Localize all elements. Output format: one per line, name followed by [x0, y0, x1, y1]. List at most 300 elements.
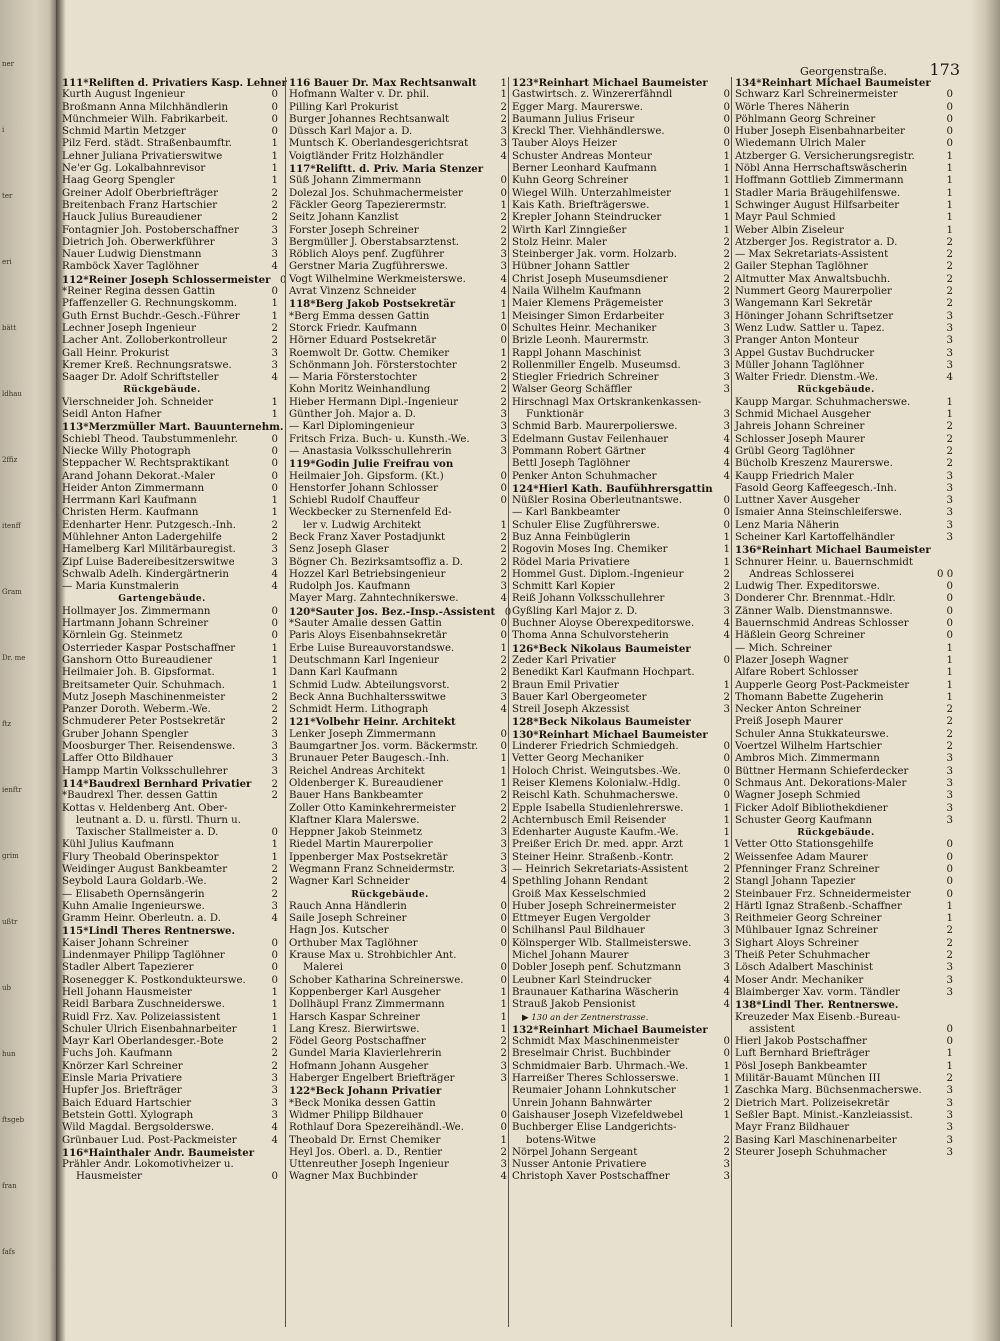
floor-number: 2	[500, 531, 507, 543]
floor-number: 3	[723, 322, 730, 334]
floor-number: 0	[271, 126, 278, 138]
entry-text: Altmutter Max Anwaltsbuchh.	[735, 273, 891, 285]
entry-text: Hamelberg Karl Militärbauregist.	[62, 544, 236, 556]
entry-text: Preißer Erich Dr. med. appr. Arzt	[512, 839, 684, 851]
entry-text: botens-Witwe	[526, 1134, 596, 1146]
floor-number: 0	[500, 913, 507, 925]
floor-number: 1	[271, 298, 278, 310]
floor-number: 1	[271, 396, 278, 408]
entry-text: Muntsch K. Oberlandesgerichtsrat	[289, 138, 469, 150]
entry-text: Nörpel Johann Sergeant	[512, 1146, 638, 1158]
floor-number: 1	[946, 900, 953, 912]
directory-entry	[512, 593, 730, 605]
floor-number: 0	[500, 937, 507, 949]
floor-number: 1	[723, 1073, 730, 1085]
floor-number: 0	[271, 950, 278, 962]
directory-entry	[512, 151, 730, 163]
directory-entry	[735, 175, 953, 187]
entry-text: Theiß Peter Schuhmacher	[735, 950, 870, 962]
directory-entry	[289, 409, 507, 421]
floor-number: 1	[271, 667, 278, 679]
entry-text: Laffer Otto Bildhauer	[62, 753, 173, 765]
floor-number: 1	[946, 150, 953, 162]
floor-number: 2	[500, 396, 507, 408]
floor-number: 3	[500, 1073, 507, 1085]
entry-text: Storck Friedr. Kaufmann	[289, 322, 418, 334]
floor-number: 2	[946, 925, 953, 937]
entry-text: Thomann Babette Zugeherin	[735, 691, 884, 703]
entry-text: Harreißer Theres Schlosserswe.	[512, 1073, 679, 1085]
entry-text: 122*Beck Johann Privatier	[289, 1085, 442, 1098]
floor-number: 3	[946, 753, 953, 765]
entry-text: Födel Georg Postschaffner	[289, 1036, 426, 1048]
entry-text: Seitz Johann Kanzlist	[289, 212, 399, 224]
entry-text: Steurer Joseph Schuhmacher	[735, 1146, 887, 1158]
entry-text: Fontagnier Joh. Postoberschaffner	[62, 224, 239, 236]
floor-number: 3	[271, 900, 278, 912]
entry-text: Guth Ernst Buchdr.-Gesch.-Führer	[62, 310, 240, 322]
floor-number: 3	[946, 974, 953, 986]
entry-text: Dobler Joseph penf. Schutzmann	[512, 962, 682, 974]
floor-number: 1	[946, 1048, 953, 1060]
floor-number: 2	[723, 1134, 730, 1146]
directory-entry	[735, 655, 953, 667]
entry-text: Gartengebäude.	[118, 594, 206, 605]
directory-entry	[289, 667, 507, 679]
entry-text: Ettmeyer Eugen Vergolder	[512, 913, 651, 925]
entry-text: Müller Johann Taglöhner	[735, 359, 864, 371]
house-number-entry	[512, 483, 730, 495]
adjacent-page-fragment: fran	[2, 1182, 17, 1190]
floor-number: 2	[723, 864, 730, 875]
floor-number: 2	[271, 322, 278, 334]
adjacent-page-fragment: ldhau	[2, 390, 22, 398]
floor-number: 1	[271, 507, 278, 519]
entry-text: Hampp Martin Volksschullehrer	[62, 765, 228, 777]
floor-number: 2	[271, 1048, 278, 1060]
directory-entry	[289, 274, 507, 286]
entry-text: Erbe Luise Bureauvorstandswe.	[289, 642, 455, 654]
floor-number: 0	[500, 630, 507, 642]
entry-text: Christoph Xaver Postschaffner	[512, 1171, 670, 1183]
floor-number: 3	[946, 531, 953, 543]
floor-number: 4	[723, 470, 730, 482]
directory-entry	[289, 335, 507, 347]
floor-number: 1	[271, 986, 278, 998]
entry-text: Meisinger Simon Erdarbeiter	[512, 310, 664, 322]
directory-entry	[735, 852, 953, 864]
directory-entry	[512, 1061, 730, 1073]
entry-text: Süß Johann Zimmermann	[289, 175, 422, 187]
floor-number: 0	[500, 618, 507, 630]
floor-number: 3	[723, 347, 730, 359]
floor-number: 2	[271, 187, 278, 199]
directory-entry	[62, 114, 278, 126]
entry-text: Koppenberger Karl Ausgeher	[289, 986, 441, 998]
directory-entry	[512, 397, 730, 409]
entry-text: 118*Berg Jakob Postsekretär	[289, 298, 456, 311]
directory-entry	[735, 507, 953, 519]
entry-continuation	[62, 815, 278, 827]
directory-entry	[512, 581, 730, 593]
directory-entry	[735, 618, 953, 630]
directory-entry	[289, 138, 507, 150]
entry-text: Rappl Johann Maschinist	[512, 347, 642, 359]
entry-text: Kremer Kreß. Rechnungsratswe.	[62, 359, 232, 371]
floor-number: 0	[946, 851, 953, 863]
floor-number: 3	[946, 802, 953, 814]
directory-entry	[735, 925, 953, 937]
entry-text: Maier Klemens Prägemeister	[512, 298, 664, 310]
directory-entry	[735, 286, 953, 298]
directory-entry	[62, 286, 278, 298]
entry-text: Schiebl Rudolf Chauffeur	[289, 495, 420, 507]
entry-text: Rauch Anna Händlerin	[289, 900, 407, 912]
floor-number: 3	[723, 384, 730, 396]
directory-entry	[62, 999, 278, 1011]
floor-number: 0	[271, 1171, 278, 1183]
directory-entry	[735, 532, 953, 544]
floor-number: 2	[500, 236, 507, 248]
entry-text: Ramböck Xaver Taglöhner	[62, 261, 199, 273]
directory-entry	[512, 630, 730, 642]
directory-entry	[289, 741, 507, 753]
entry-text: Reiser Klemens Kolonialw.-Hdlg.	[512, 777, 681, 789]
directory-entry	[62, 1110, 278, 1122]
entry-text: Härtl Ignaz Straßenb.-Schaffner	[735, 900, 902, 912]
directory-entry	[512, 864, 730, 876]
floor-number: 0	[500, 1109, 507, 1121]
entry-text: Schmuderer Peter Postsekretär	[62, 716, 225, 728]
entry-text: Spethling Johann Rendant	[512, 876, 648, 888]
floor-number: 4	[271, 1122, 278, 1134]
entry-text: Beck Anna Buchhaltersswitwe	[289, 691, 446, 703]
adjacent-page-fragment: i	[2, 126, 5, 134]
floor-number: 2	[500, 814, 507, 826]
entry-text: — Elisabeth Opernsängerin	[62, 888, 205, 900]
floor-number: 2	[946, 937, 953, 949]
floor-number: 0	[946, 593, 953, 605]
entry-text: Harsch Kaspar Schreiner	[289, 1011, 421, 1023]
directory-entry	[62, 581, 278, 593]
floor-number: 2	[946, 704, 953, 716]
entry-text: 112*Reiner Joseph Schlossermeister	[62, 273, 271, 286]
directory-entry	[735, 987, 953, 999]
floor-number: 0	[946, 101, 953, 113]
floor-number: 0	[723, 790, 730, 802]
directory-entry	[512, 274, 730, 286]
entry-text: Stadler Albert Tapezierer	[62, 962, 194, 974]
directory-entry	[512, 102, 730, 114]
floor-number: 1	[271, 1011, 278, 1023]
floor-number: 1	[500, 299, 507, 311]
entry-text: Achternbusch Emil Reisender	[512, 814, 667, 826]
directory-entry	[512, 200, 730, 212]
adjacent-page-fragment: fafs	[2, 1248, 15, 1256]
entry-text: Pommann Robert Gärtner	[512, 445, 646, 457]
floor-number: 1	[723, 1060, 730, 1072]
floor-number: 1	[271, 409, 278, 421]
directory-entry	[289, 778, 507, 790]
entry-text: 117*Reliftt. d. Priv. Maria Stenzer	[289, 163, 484, 176]
floor-number: 0	[946, 113, 953, 125]
directory-entry	[735, 458, 953, 470]
floor-number: 1	[500, 1134, 507, 1146]
section-heading	[735, 384, 953, 396]
directory-entry	[512, 1036, 730, 1048]
directory-entry	[62, 557, 278, 569]
directory-entry	[735, 606, 953, 618]
entry-text: Schuler Ulrich Eisenbahnarbeiter	[62, 1023, 237, 1035]
directory-entry	[62, 520, 278, 532]
entry-text: Naila Wilhelm Kaufmann	[512, 286, 642, 298]
entry-text: ler v. Ludwig Architekt	[303, 519, 422, 531]
entry-text: 136*Reinhart Michael Baumeister	[735, 544, 931, 557]
entry-text: Hollmayer Jos. Zimmermann	[62, 605, 211, 617]
directory-entry	[512, 212, 730, 224]
entry-text: Mayer Marg. Zahntechnikerswe.	[289, 593, 459, 605]
entry-text: Deutschmann Karl Ingenieur	[289, 654, 439, 666]
floor-number: 2	[271, 1036, 278, 1048]
entry-text: Reischl Kath. Schuhmacherswe.	[512, 790, 679, 802]
directory-entry	[735, 188, 953, 200]
entry-text: Plazer Joseph Wagner	[735, 654, 849, 666]
entry-text: Häßlein Georg Schreiner	[735, 630, 865, 642]
entry-text: Senz Joseph Glaser	[289, 544, 389, 556]
entry-text: Zoller Otto Kaminkehrermeister	[289, 802, 456, 814]
entry-continuation	[512, 1135, 730, 1147]
entry-text: Rückgebäude.	[123, 385, 201, 396]
floor-number: 2	[946, 1073, 953, 1085]
directory-entry	[62, 790, 278, 802]
directory-entry	[512, 962, 730, 974]
entry-text: Schmidt Herm. Lithograph	[289, 704, 429, 716]
entry-text: Huber Joseph Schreinermeister	[512, 900, 676, 912]
floor-number: 1	[946, 1060, 953, 1072]
directory-entry	[62, 667, 278, 679]
entry-text: Schuster Georg Kaufmann	[735, 814, 873, 826]
house-number-entry	[735, 77, 953, 89]
floor-number: 3	[946, 1122, 953, 1134]
floor-number: 3	[500, 827, 507, 839]
floor-number: 0	[946, 605, 953, 617]
directory-entry	[289, 815, 507, 827]
directory-entry	[512, 790, 730, 802]
directory-entry	[735, 975, 953, 987]
directory-entry	[62, 938, 278, 950]
adjacent-page-fragment: ftsgeb	[2, 1116, 25, 1124]
floor-number: 1	[723, 802, 730, 814]
floor-number: 1	[723, 212, 730, 224]
adjacent-page-fragment: Dr. me	[2, 654, 26, 662]
entry-text: Röblich Aloys penf. Zugführer	[289, 249, 445, 261]
entry-text: — Heinrich Sekretariats-Assistent	[512, 864, 689, 875]
entry-text: Ippenberger Max Postsekretär	[289, 851, 448, 863]
floor-number: 2	[723, 851, 730, 863]
entry-text: Klaftner Klara Malerswe.	[289, 814, 420, 826]
floor-number: 1	[946, 913, 953, 925]
floor-number: 4	[271, 372, 278, 384]
directory-entry	[62, 643, 278, 655]
floor-number: 0	[271, 101, 278, 113]
directory-entry	[735, 261, 953, 273]
directory-entry	[289, 384, 507, 396]
entry-text: Bettl Joseph Taglöhner	[512, 458, 631, 470]
entry-text: Groiß Max Kesselschmied	[512, 888, 647, 900]
directory-entry	[62, 704, 278, 716]
entry-text: Gundel Maria Klavierlehrerin	[289, 1048, 442, 1060]
directory-entry	[62, 225, 278, 237]
floor-number: 3	[271, 741, 278, 753]
floor-number: 0	[723, 741, 730, 753]
floor-number: 0	[271, 113, 278, 125]
directory-entry	[289, 483, 507, 495]
floor-number: 2	[500, 1146, 507, 1158]
entry-text: Schwinger August Hilfsarbeiter	[735, 199, 900, 211]
floor-number: 1	[946, 667, 953, 679]
directory-entry	[512, 852, 730, 864]
entry-text: 126*Beck Nikolaus Baumeister	[512, 642, 691, 655]
floor-number: 2	[946, 286, 953, 298]
directory-entry	[62, 766, 278, 778]
floor-number: 2	[946, 433, 953, 445]
entry-text: Necker Anton Schreiner	[735, 704, 861, 716]
floor-number: 3	[271, 753, 278, 765]
floor-number: 1	[946, 199, 953, 211]
adjacent-page-fragment: hun	[2, 1050, 16, 1058]
entry-text: Atzberger Jos. Registrator a. D.	[735, 236, 898, 248]
directory-entry	[735, 593, 953, 605]
entry-text: Nüßler Rosina Oberleutnantswe.	[512, 495, 683, 507]
directory-entry	[62, 1135, 278, 1147]
directory-entry	[735, 766, 953, 778]
floor-number: 4	[271, 1134, 278, 1146]
entry-text: Hofmann Johann Ausgeher	[289, 1060, 429, 1072]
entry-text: Schmid Barb. Maurerpolierswe.	[512, 421, 678, 433]
directory-entry	[289, 397, 507, 409]
floor-number: 0	[723, 101, 730, 113]
floor-number: 3	[723, 310, 730, 322]
directory-entry	[62, 1061, 278, 1073]
entry-text: Donderer Chr. Brennmat.-Hdlr.	[735, 593, 896, 605]
entry-text: Grünbauer Lud. Post-Packmeister	[62, 1134, 237, 1146]
floor-number: 1	[271, 679, 278, 691]
directory-entry	[512, 1048, 730, 1060]
floor-number: 0	[500, 335, 507, 347]
directory-entry	[735, 680, 953, 692]
floor-number: 3	[946, 1097, 953, 1109]
entry-text: Kais Kath. Briefträgerswe.	[512, 199, 650, 211]
entry-text: Moser Andr. Mechaniker	[735, 974, 864, 986]
entry-text: Gaishauser Joseph Vizefeldwebel	[512, 1109, 684, 1121]
directory-entry	[512, 655, 730, 667]
directory-entry	[512, 606, 730, 618]
house-number-entry	[512, 1024, 730, 1036]
floor-number: 2	[946, 716, 953, 728]
floor-number: 0	[946, 618, 953, 630]
floor-number: 1	[946, 187, 953, 199]
entry-text: Gall Heinr. Prokurist	[62, 347, 169, 359]
entry-text: Steiner Heinr. Straßenb.-Kontr.	[512, 851, 674, 863]
directory-entry	[289, 1110, 507, 1122]
entry-text: Walter Friedr. Dienstm.-We.	[735, 372, 879, 384]
directory-entry	[289, 200, 507, 212]
directory-entry	[289, 212, 507, 224]
directory-entry	[512, 827, 730, 839]
floor-number: 0	[271, 458, 278, 470]
floor-number: 0	[271, 445, 278, 457]
entry-text: Schultes Heinr. Mechaniker	[512, 322, 657, 334]
directory-entry	[62, 852, 278, 864]
floor-number: 1	[500, 999, 507, 1011]
floor-number: 1	[500, 1011, 507, 1023]
directory-entry	[735, 212, 953, 224]
directory-entry	[512, 1147, 730, 1159]
floor-number: 0	[723, 89, 730, 101]
floor-number: 4	[723, 986, 730, 998]
entry-text: Lenz Maria Näherin	[735, 519, 840, 531]
entry-text: Schmaus Ant. Dekorations-Maler	[735, 777, 907, 789]
floor-number: 4	[500, 593, 507, 605]
floor-number: 0	[271, 89, 278, 101]
directory-entry	[289, 581, 507, 593]
entry-text: Nusser Antonie Privatiere	[512, 1159, 647, 1171]
floor-number: 1	[271, 999, 278, 1011]
floor-number: 2	[946, 273, 953, 285]
entry-text: 115*Lindl Theres Rentnerswe.	[62, 925, 236, 938]
directory-entry	[512, 925, 730, 937]
floor-number: 0	[723, 519, 730, 531]
entry-text: *Sauter Amalie dessen Gattin	[289, 618, 442, 630]
entry-text: Schmid Ludw. Abteilungsvorst.	[289, 679, 450, 691]
directory-entry	[62, 1012, 278, 1024]
entry-text: Huber Joseph Eisenbahnarbeiter	[735, 126, 905, 138]
entry-text: Theobald Dr. Ernst Chemiker	[289, 1134, 441, 1146]
entry-text: Pösl Joseph Bankbeamter	[735, 1060, 867, 1072]
entry-text: 116 Bauer Dr. Max Rechtsanwalt	[289, 77, 477, 89]
entry-text: Funktionär	[526, 409, 584, 421]
house-number-entry	[512, 77, 730, 89]
floor-number: 3	[271, 359, 278, 371]
floor-number: 1	[271, 163, 278, 175]
adjacent-page-fragment: Gram	[2, 588, 22, 596]
entry-text: Heilmaier Joh. B. Gipsformat.	[62, 667, 215, 679]
floor-number: 0	[500, 175, 507, 187]
directory-entry	[62, 569, 278, 581]
directory-entry	[512, 1098, 730, 1110]
floor-number: 1	[723, 199, 730, 211]
floor-number: 0	[946, 138, 953, 150]
floor-number: 3	[500, 445, 507, 457]
entry-text: — Anastasia Volksschullehrerin	[289, 445, 452, 457]
floor-number: 3	[500, 138, 507, 150]
entry-text: Hell Johann Hausmeister	[62, 986, 192, 998]
entry-text: Seßler Bapt. Minist.-Kanzleiassist.	[735, 1109, 913, 1121]
entry-text: — Maria Försterstochter	[289, 372, 417, 384]
entry-text: Saager Dr. Adolf Schriftsteller	[62, 372, 219, 384]
entry-text: Wangemann Karl Sekretär	[735, 298, 873, 310]
directory-entry	[289, 1098, 507, 1110]
directory-entry	[735, 1012, 953, 1024]
entry-text: Mühlehner Anton Ladergehilfe	[62, 531, 222, 543]
directory-entry	[289, 1147, 507, 1159]
entry-text: Unrein Johann Bahnwärter	[512, 1097, 652, 1109]
adjacent-page-fragment: ftz	[2, 720, 12, 728]
directory-entry	[512, 839, 730, 851]
house-number-entry	[62, 925, 278, 937]
directory-entry	[512, 532, 730, 544]
floor-number: 1	[946, 409, 953, 421]
